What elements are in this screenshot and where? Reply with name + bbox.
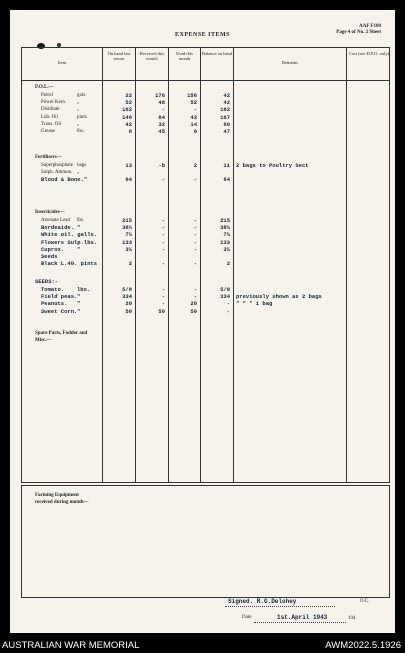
balance-value: -	[226, 307, 230, 315]
on-hand-value: 3½	[125, 245, 132, 253]
used-value: -	[193, 231, 197, 239]
page-title: EXPENSE ITEMS	[174, 32, 230, 38]
used-value: -	[193, 293, 197, 301]
received-value: -	[161, 231, 165, 239]
item-unit: "	[77, 300, 81, 308]
item-name: Trans. Oil	[41, 121, 62, 127]
received-value: 50	[158, 307, 165, 315]
balance-value: 42	[223, 99, 230, 107]
item-name: Peanuts.	[41, 300, 68, 308]
item-name: Arsenate Lead	[41, 218, 71, 223]
received-value: -	[161, 245, 165, 253]
used-value: -	[193, 260, 197, 268]
balance-value: 334	[220, 293, 230, 301]
used-value: 156	[187, 92, 197, 99]
received-value: -	[161, 224, 165, 232]
col-header-on-hand: On hand last return	[107, 51, 131, 61]
signature-line	[225, 606, 335, 607]
on-hand-value: 133	[122, 238, 132, 246]
used-value: 20	[190, 300, 197, 308]
on-hand-value: 146	[122, 113, 132, 121]
date-suffix: 194	[348, 616, 356, 621]
item-unit: lbs.	[77, 129, 85, 134]
fertilisers-heading: Fertilisers—	[35, 155, 62, 160]
on-hand-value: 162	[122, 106, 132, 114]
item-name: Seeds	[41, 253, 58, 260]
balance-value: 2	[226, 260, 230, 268]
item-name: Tomato.	[41, 286, 65, 293]
on-hand-value: 22	[125, 92, 132, 99]
received-value: -b	[158, 162, 165, 169]
received-value: -	[161, 286, 165, 293]
col-header-item: Item	[57, 60, 67, 65]
col-header-balance: Balance on hand	[202, 51, 232, 56]
used-value: -	[193, 106, 197, 114]
archive-caption: AUSTRALIAN WAR MEMORIAL	[2, 640, 140, 651]
balance-value: 167	[220, 113, 230, 121]
used-value: 14	[190, 120, 197, 128]
used-value: -	[193, 217, 197, 224]
accession-number: AWM2022.5.1926	[325, 640, 401, 651]
balance-value: 7½	[223, 231, 230, 239]
item-unit: „	[77, 100, 80, 106]
pol-heading: P.O.L.—	[35, 85, 54, 90]
remarks-value: " " " 1 bag	[236, 300, 273, 308]
document-page	[10, 10, 395, 633]
column-divider	[135, 48, 136, 482]
on-hand-value: 8	[128, 128, 132, 135]
column-divider	[346, 48, 347, 482]
farming-equipment-box	[21, 485, 390, 598]
on-hand-value: 2	[128, 260, 132, 268]
item-name: White oil. galls.	[41, 231, 98, 239]
balance-value: 42	[223, 92, 230, 99]
on-hand-value: 13	[125, 162, 132, 169]
date-line	[254, 622, 346, 623]
balance-value: 3½	[223, 245, 230, 253]
col-header-cost: Cost (see D.F.O. only)	[348, 51, 390, 56]
col-header-remarks: Remarks	[282, 60, 298, 65]
item-unit: bags	[77, 163, 87, 168]
item-unit: lbs.	[77, 286, 91, 293]
item-name: Lub. Oil	[41, 114, 58, 120]
balance-value: 38½	[220, 224, 230, 232]
spare-parts-heading: Spare Parts, Fodder and	[35, 331, 88, 336]
received-value: 32	[158, 120, 165, 128]
on-hand-value: 334	[122, 293, 132, 301]
item-name: Field peas.	[41, 293, 78, 301]
received-value: 176	[155, 92, 165, 99]
item-name: Bordeaide.	[41, 224, 75, 232]
used-value: -	[193, 176, 197, 184]
item-unit: "	[77, 245, 81, 253]
received-value: -	[161, 176, 165, 184]
balance-value: 47	[223, 128, 230, 135]
balance-value: 64	[223, 176, 230, 184]
item-unit: lbs.	[77, 218, 85, 223]
used-value: -	[193, 245, 197, 253]
col-header-used: Used this month	[176, 51, 193, 61]
date-value: 1st.April 1943	[277, 614, 328, 621]
item-name: Cuprox.	[41, 245, 65, 253]
received-value: -	[161, 217, 165, 224]
on-hand-value: 64	[125, 176, 132, 184]
seeds-heading: SEEDS:-	[35, 278, 59, 285]
received-value: -	[161, 238, 165, 246]
farming-equipment-label	[35, 492, 89, 506]
page-reference: Page 4 of No. 2 Sheet	[336, 30, 381, 35]
balance-value: 133	[220, 238, 230, 246]
column-divider	[168, 48, 169, 482]
received-value: 64	[158, 113, 165, 121]
received-value: -	[161, 106, 165, 114]
item-name: Petrol	[41, 93, 53, 98]
balance-value: 5/8	[220, 286, 230, 293]
item-unit: gals.	[77, 93, 87, 98]
item-unit: „	[77, 107, 80, 113]
item-unit: "	[77, 307, 81, 315]
col-header-received: Received this month	[139, 51, 165, 61]
expense-table	[21, 47, 390, 483]
misc-heading: Misc.—	[35, 338, 52, 343]
used-value: 6	[193, 128, 197, 135]
farming-label-line-1: Farming Equipment	[35, 493, 79, 498]
on-hand-value: 50	[125, 307, 132, 315]
received-value: 45	[158, 128, 165, 135]
balance-value: -	[226, 300, 230, 308]
item-name: Distillate	[41, 107, 60, 113]
item-name: Blood & Bone."	[41, 176, 88, 184]
column-divider	[233, 48, 234, 482]
received-value: -	[161, 260, 165, 268]
used-value: 52	[190, 99, 197, 107]
used-value: -	[193, 224, 197, 232]
item-unit: „	[77, 121, 80, 127]
received-value: -	[161, 293, 165, 301]
form-number: AAF F180	[359, 24, 381, 29]
balance-value: 162	[220, 106, 230, 114]
used-value: -	[193, 238, 197, 246]
on-hand-value: 20	[125, 300, 132, 308]
column-divider	[102, 48, 103, 482]
on-hand-value: 42	[125, 120, 132, 128]
on-hand-value: 7½	[125, 231, 132, 239]
item-unit: "	[77, 224, 81, 232]
used-value: 2	[193, 162, 197, 169]
oc-label: O.C.	[360, 599, 370, 604]
item-name: Black L.40. pints	[41, 260, 98, 268]
used-value: -	[193, 286, 197, 293]
used-value: 43	[190, 113, 197, 121]
insecticides-heading: Insecticides—	[35, 210, 65, 215]
on-hand-value: 215	[122, 217, 132, 224]
on-hand-value: 52	[125, 99, 132, 107]
received-value: -	[161, 300, 165, 308]
farming-label-line-2: received during month—	[35, 500, 89, 505]
item-unit: pints	[77, 114, 87, 120]
date-label: Date	[242, 615, 252, 620]
item-unit: „	[77, 170, 80, 176]
received-value: 48	[158, 99, 165, 107]
remarks-value: previously shown as 2 bags	[236, 293, 322, 301]
signature: Signed. R.G.Delohey	[228, 598, 297, 605]
header-divider	[22, 80, 389, 81]
item-name: Superphosphate	[41, 163, 73, 168]
column-divider	[200, 48, 201, 482]
balance-value: 215	[220, 217, 230, 224]
on-hand-value: 5/8	[122, 286, 132, 293]
used-value: 50	[190, 307, 197, 315]
remarks-value: 2 bags to Poultry Sect	[236, 162, 309, 169]
item-name: Sulph. Ammon.	[41, 170, 73, 176]
item-unit: "	[77, 293, 81, 301]
item-name: Sweet Corn.	[41, 307, 78, 315]
on-hand-value: 38½	[122, 224, 132, 232]
balance-value: 11	[223, 162, 230, 169]
item-name: Flowers Sulp.lbs.	[41, 238, 98, 246]
item-name: Grease	[41, 129, 55, 134]
item-name: Power Kero.	[41, 100, 67, 106]
balance-value: 60	[223, 120, 230, 128]
